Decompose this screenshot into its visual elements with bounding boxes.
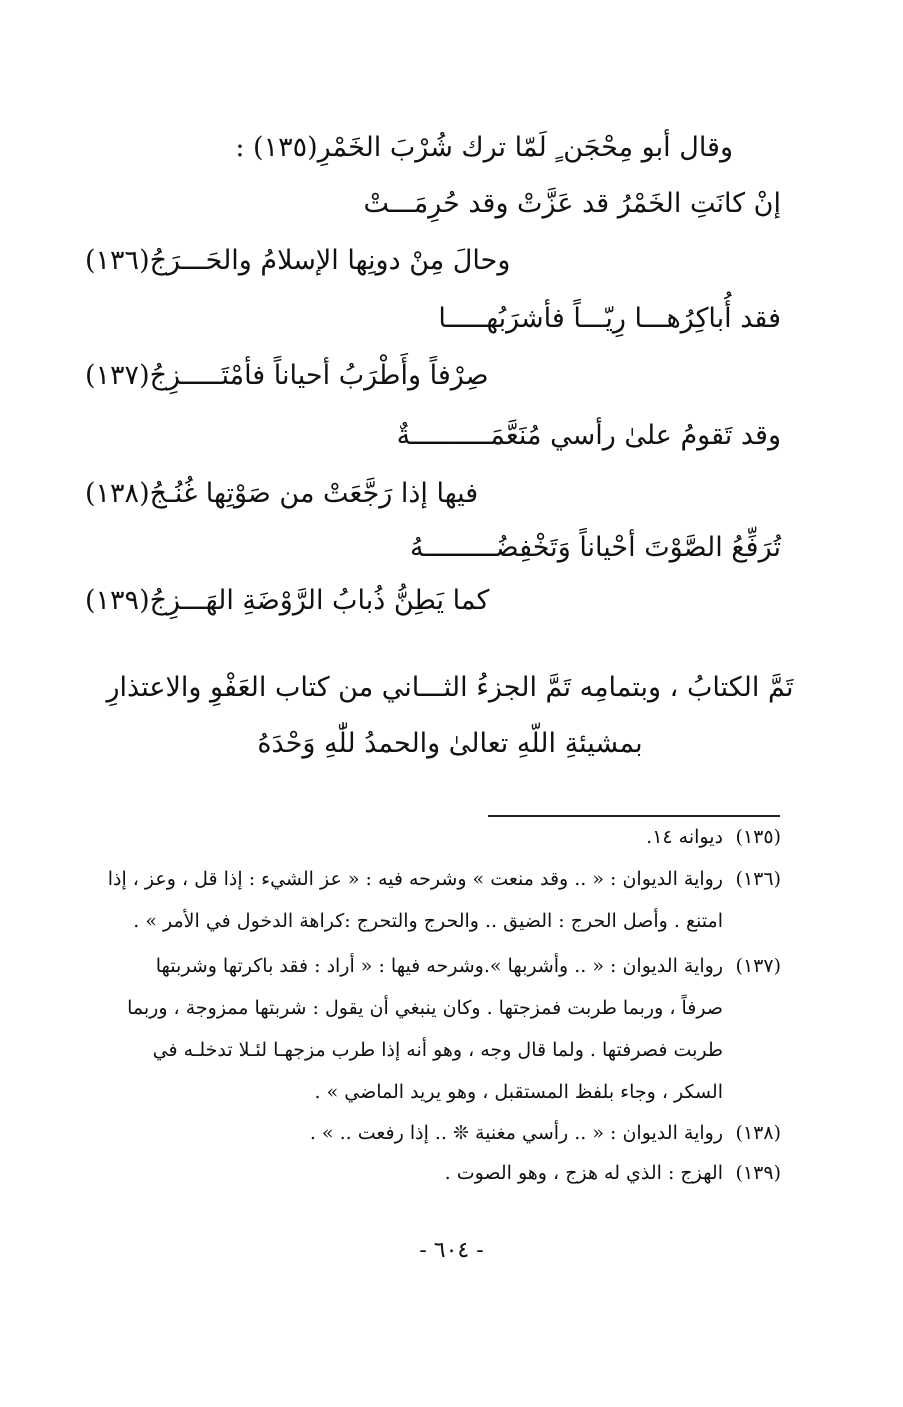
verse-line-8: كما يَطِنُّ ذُبابُ الرَّوْضَةِ الهَـــزِجُ(١٣٩) (85, 585, 490, 616)
poem-intro: وقال أبو مِحْجَن ٍ لَمّا ترك شُرْبَ الخَمْرِ(١٣٥) : (235, 132, 733, 163)
verse-line-1: إنْ كانَتِ الخَمْرُ قد عَزَّتْ وقد حُرِمَـــتْ (363, 188, 781, 219)
closing-line-1: تَمَّ الكتابُ ، وبتمامِه تَمَّ الجزءُ الثـــاني من كتاب العَفْوِ والاعتذارِ (106, 672, 794, 703)
verse-line-7: تُرَفِّعُ الصَّوْتَ أحْياناً وَتَخْفِضُـــــــــهُ (410, 532, 781, 563)
verse-line-5: وقد تَقومُ علىٰ رأسي مُنَعَّمَــــــــــةٌ (396, 420, 781, 451)
footnote-number: (١٣٥) (735, 826, 781, 848)
footnote-number: (١٣٧) (735, 955, 781, 977)
footnote-text: رواية الديوان : « .. رأسي مغنية ❊ .. إذا رفعت .. » . (309, 1122, 723, 1144)
footnote-number: (١٣٨) (735, 1122, 781, 1144)
footnote-number: (١٣٩) (735, 1162, 781, 1184)
footnote-text: رواية الديوان : « .. وأشربها ».وشرحه فيها : « أراد : فقد باكرتها وشربتها (155, 955, 723, 977)
verse-line-4: صِرْفاً وأَطْرَبُ أحياناً فأمْتَـــــزِجُ(١٣٧) (85, 360, 489, 391)
verse-line-2: وحالَ مِنْ دونِها الإسلامُ والحَـــرَجُ(١٣٦) (85, 245, 511, 276)
footnote-text: الهزج : الذي له هزج ، وهو الصوت . (444, 1162, 723, 1184)
footnote-text: امتنع . وأصل الحرج : الضيق .. والحرج والتحرج :كراهة الدخول في الأمر » . (133, 910, 723, 932)
footnote-text: طربت فصرفتها . ولما قال وجه ، وهو أنه إذا طرب مزجهـا لئـلا تدخلـه في (152, 1039, 723, 1061)
footnote-separator (488, 815, 780, 817)
footnote-number: (١٣٦) (735, 868, 781, 890)
closing-line-2: بمشيئةِ اللّهِ تعالىٰ والحمدُ للّٰهِ وَحْدَهُ (257, 728, 643, 759)
verse-line-6: فيها إذا رَجَّعَتْ من صَوْتِها غُنُـجُ(١٣٨) (85, 478, 479, 509)
footnote-text: رواية الديوان : « .. وقد منعت » وشرحه فيه : « عز الشيء : إذا قل ، وعز ، إذا (107, 868, 723, 890)
verse-line-3: فقد أُباكِرُهـــا رِيّـــاً فأشرَبُهـــــا (438, 303, 781, 334)
footnote-text: ديوانه ١٤. (646, 826, 723, 848)
footnote-text: السكر ، وجاء بلفظ المستقبل ، وهو يريد الماضي » . (314, 1081, 723, 1103)
page-number: - ٦٠٤ - (419, 1238, 484, 1263)
footnote-text: صرفاً ، وربما طربت فمزجتها . وكان ينبغي أن يقول : شربتها ممزوجة ، وربما (127, 997, 723, 1019)
